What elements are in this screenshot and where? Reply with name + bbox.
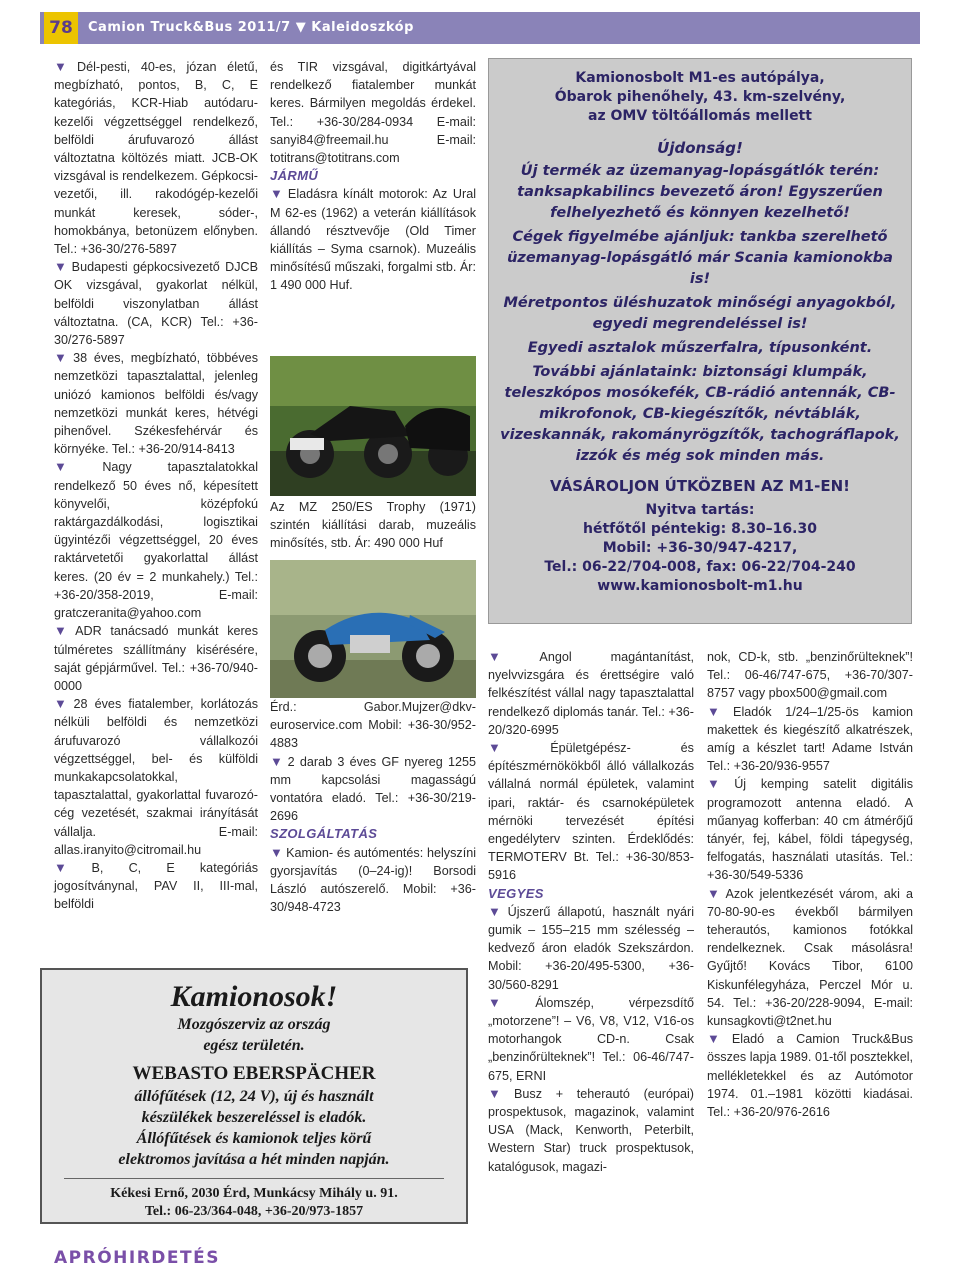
list-item: ▼ ADR tanácsadó munkát keres túlméretes szállítmány kisérésére, saját gépjárművel. Tel.: +36-70/940-0000 <box>54 623 258 693</box>
triangle-bullet-icon: ▼ <box>488 1085 512 1101</box>
triangle-bullet-icon: ▼ <box>54 696 71 712</box>
triangle-bullet-icon: ▼ <box>54 859 89 875</box>
offer-text: További ajánlataink: biztonsági klumpák, teleszkópos mosókefék, CB-rádió antennák, CB-mikrofonok, CB-kiegészítők, névtáblák, vizeskannák, rakományrögzítők, tachográflapok, izzók és még sok minden más. <box>500 364 900 464</box>
kamionosok-ad-box <box>40 968 468 1224</box>
triangle-bullet-icon: ▼ <box>54 459 100 475</box>
triangle-bullet-icon: ▼ <box>488 649 537 664</box>
opening-hours: Nyitva tartás: hétfőtől péntekig: 8.30–16.30 Mobil: +36-30/947-4217, Tel.: 06-22/704-008, fax: 06-22/704-240 www.kamionosbolt-m1.hu <box>544 502 856 594</box>
section-label: APRÓHIRDETÉS <box>54 1248 220 1268</box>
category-heading-vegyes: VEGYES <box>488 885 544 901</box>
list-item: ▼ 2 darab 3 éves GF nyereg 1255 mm kapcsolási magasságú vontatóra eladó. Tel.: +36-30/219-2696 <box>270 753 476 824</box>
contact-text: Érd.: Gabor.Mujzer@dkv-euroservice.com Mobil: +36-30/952-4883 <box>270 700 476 751</box>
list-item: ▼ Busz + teherautó (európai) prospektusok, magazinok, valamint USA (Mack, Kenworth, Peterbilt, Western Star) truck prospektusok, katalógusok, magazi- <box>488 1085 694 1174</box>
triangle-bullet-icon: ▼ <box>707 776 732 792</box>
list-item: ▼ Eladók 1/24–1/25-ös kamion makettek és kiegészítő alkatrészek, amíg a készlet tart! Adame István Tel.: +36-20/936-9557 <box>707 703 914 774</box>
category-heading-szolgaltatas: SZOLGÁLTATÁS <box>270 826 378 842</box>
list-item: ▼ Nagy tapasztalatokkal rendelkező 50 éves nő, képesített könyvelői, középfokú raktárgazdálkodási, logisztikai ügyintézői végzettséggel, 20 éves raktárvetetői gyakorlattal állást keres. (20 év = 2 munkahely.) Tel.: +36-20/358-2019, E-mail: gratczeranita@yahoo.com <box>54 459 258 621</box>
list-item: ▼ 38 éves, megbízható, többéves nemzetközi tapasztalattal, jelenleg uniózó kamionos belföldi és/vagy nemzetközi munkát keres, hétvégi pihenővel. Székesfehérvár és környéke. Tel.: +36-20/914-8413 <box>54 350 258 457</box>
mz-ad-text: Az MZ 250/ES Trophy (1971) szintén kiállítási darab, muzeális minősítés, stb. Ár: 490 000 Huf <box>270 500 476 551</box>
kamionosok-title: Kamionosok! <box>170 980 338 1013</box>
kamionosok-subtitle: Mozgószerviz az ország egész területén. <box>177 1016 331 1054</box>
new-product-label: Újdonság! <box>657 139 743 157</box>
category-heading-jarmu: JÁRMŰ <box>270 168 319 184</box>
triangle-bullet-icon: ▼ <box>707 703 731 719</box>
list-item: ▼ Eladásra kínált motorok: Az Ural M 62-es (1962) a veterán kiállítások állandó résztvevője (Old Timer kiállítás – Syma csarnok). Muzeális minősítésű műszaki, forgalmi stb. Ár: 1 490 000 Huf. <box>270 186 476 293</box>
triangle-bullet-icon: ▼ <box>54 350 71 366</box>
shop-address: Kamionosbolt M1-es autópálya, Óbarok pihenőhely, 43. km-szelvény, az OMV töltőállomás mellett <box>554 70 846 124</box>
ads-column-2 <box>270 58 476 295</box>
kamionosbolt-ad-box <box>488 58 912 624</box>
list-item: ▼ Dél-pesti, 40-es, józan életű, megbízható, pontos, B, C, E kategóriás, KCR-Hiab autódaru-kezelői végzettséggel rendelkező, belföldi árufuvarozó állást változtatna költözés miatt. JCB-OK vizsgával is rendelkezem. Gépkocsi-vezetői, ill. rakodógép-kezelői munkát keresek, sóder-, homokbánya, betonüzem előnyben. Tel.: +36-30/276-5897 <box>54 59 258 257</box>
page-title: Camion Truck&Bus 2011/7 ▼ Kaleidoszkóp <box>88 20 414 35</box>
list-item: ▼ B, C, E kategóriás jogosítványnal, PAV II, III-mal, belföldi <box>54 859 258 912</box>
offer-text: Új termék az üzemanyag-lopásgátlók terén: tanksapkabilincs bevezető áron! Egyszerűen felhelyezhető és könnyen kezelhető! <box>517 163 883 221</box>
shop-slogan: VÁSÁROLJON ÚTKÖZBEN AZ M1-EN! <box>550 477 850 495</box>
offer-text: Cégek figyelmébe ajánljuk: tankba szerelhető üzemanyag-lopásgátló már Scania kamionokba is! <box>507 229 893 287</box>
list-item: ▼ Kamion- és autómentés: helyszíni gyorsjavítás (0–24-ig)! Borsodi László autószerelő. Mobil: +36-30/948-4723 <box>270 844 476 915</box>
triangle-bullet-icon: ▼ <box>54 59 74 74</box>
triangle-bullet-icon: ▼ <box>707 1031 729 1047</box>
ads-column-1 <box>54 58 258 914</box>
list-item: ▼ Azok jelentkezését várom, aki a 70-80-90-es évekből bármilyen teherautós, kamionos fotókkal rendelkeznek. Csak másolásra! Gyűjtő! Kovács Tibor, 6100 Kiskunfélegyháza, Perczel Mór u. 54. Tel.: +36-20/228-9094, E-mail: kunsagkovti@t2net.hu <box>707 885 914 1029</box>
triangle-bullet-icon: ▼ <box>270 753 285 769</box>
list-item: ▼ Eladó a Camion Truck&Bus összes lapja 1989. 01-től posztekkel, mellékletekkel és az Autómotor 1974. 01.–1981 közötti kiadásai. Tel.: +36-20/976-2616 <box>707 1031 913 1120</box>
page-number: 78 <box>44 12 78 44</box>
offer-text: Méretpontos üléshuzatok minőségi anyagokból, egyedi megrendeléssel is! <box>503 295 897 332</box>
continuation-text: nok, CD-k, stb. „benzinőrülteknek”! Tel.: 06-46/747-675, +36-70/307-8757 vagy pbox500@gmail.com <box>707 650 913 701</box>
service-text: állófűtések (12, 24 V), új és használt készülékek beszereléssel is eladók. Állófűtések és kamionok teljes körű elektromos javítása a hét minden napján. <box>118 1088 390 1168</box>
contact-info: Kékesi Ernő, 2030 Érd, Munkácsy Mihály u. 91. Tel.: 06-23/364-048, +36-20/973-1857 <box>110 1186 398 1219</box>
divider <box>64 1178 444 1179</box>
brand-name: WEBASTO EBERSPÄCHER <box>132 1063 376 1084</box>
triangle-bullet-icon: ▼ <box>54 623 73 639</box>
list-item: ▼ Újszerű állapotú, használt nyári gumik – 155–215 mm szélesség – kedvező áron eladók Szekszárdon. Mobil: +36-20/495-5300, +36-30/560-8291 <box>488 903 694 992</box>
list-item: ▼ Álomszép, vérpezsdítő „motorzene”! – V6, V8, V12, V16-os motorhangok CD-n. Csak „benzinőrülteknek”! Tel.: 06-46/747-675, ERNI <box>488 994 694 1083</box>
triangle-bullet-icon: ▼ <box>54 259 69 275</box>
list-item: ▼ Angol magántanítást, nyelvvizsgára és érettségire való felkészítést vállal nagy tapasztalattal rendelkező diplomás tanár. Tel.: +36-20/320-6995 <box>488 649 694 737</box>
triangle-bullet-icon: ▼ <box>488 740 548 756</box>
continuation-text: és TIR vizsgával, digitkártyával rendelkező fiatalember munkát keres. Bármilyen megoldás érdekel. Tel.: +36-30/284-0934 E-mail: sanyi84@freemail.hu E-mail: totitrans@totitrans.com <box>270 60 476 166</box>
list-item: ▼ Budapesti gépkocsivezető DJCB OK vizsgával, gyakorlat nélkül, belföldi viszonylatban állást változtatna. (CA, KCR) Tel.: +36-30/276-5897 <box>54 259 258 348</box>
mz-motorcycle-photo <box>270 560 476 698</box>
ads-column-2-lower <box>270 698 476 916</box>
triangle-bullet-icon: ▼ <box>707 885 723 901</box>
ads-column-4 <box>707 648 913 1121</box>
triangle-bullet-icon: ▼ <box>488 994 533 1010</box>
offer-text: Egyedi asztalok műszerfalra, típusonként. <box>527 340 873 356</box>
list-item: ▼ Új kemping satelit digitális programozott antenna eladó. A műanyag kofferban: 40 cm átmérőjű tányér, fej, kábel, földi tápegység, felfogatás, használati utasítás. Tel.: +36-30/549-5336 <box>707 776 914 883</box>
mz-ad-block <box>270 498 476 553</box>
list-item: ▼ Épületgépész- és építészmérnökökből álló vállalkozás vállalná normál épületek, valamint ipari, raktár- és csarnoképületek mérnöki tervezését építési engedélyterv szinten. Érdeklődés: TERMOTERV Bt. Tel.: +36-30/853-5916 <box>488 740 694 883</box>
list-item: ▼ 28 éves fiatalember, korlátozás nélküli belföldi és nemzetközi árufuvarozó vállalkozói végzettséggel, bel- és külföldi munkakapcsolatokkal, tapasztalattal, gyakorlattal fuvarozó- cég vezetését, szakmai irányítását vállalja. E-mail: allas.iranyito@citromail.hu <box>54 696 258 857</box>
ural-motorcycle-photo <box>270 356 476 496</box>
triangle-bullet-icon: ▼ <box>270 844 284 860</box>
ads-column-3 <box>488 648 694 1176</box>
triangle-bullet-icon: ▼ <box>488 903 505 919</box>
triangle-bullet-icon: ▼ <box>270 186 285 202</box>
